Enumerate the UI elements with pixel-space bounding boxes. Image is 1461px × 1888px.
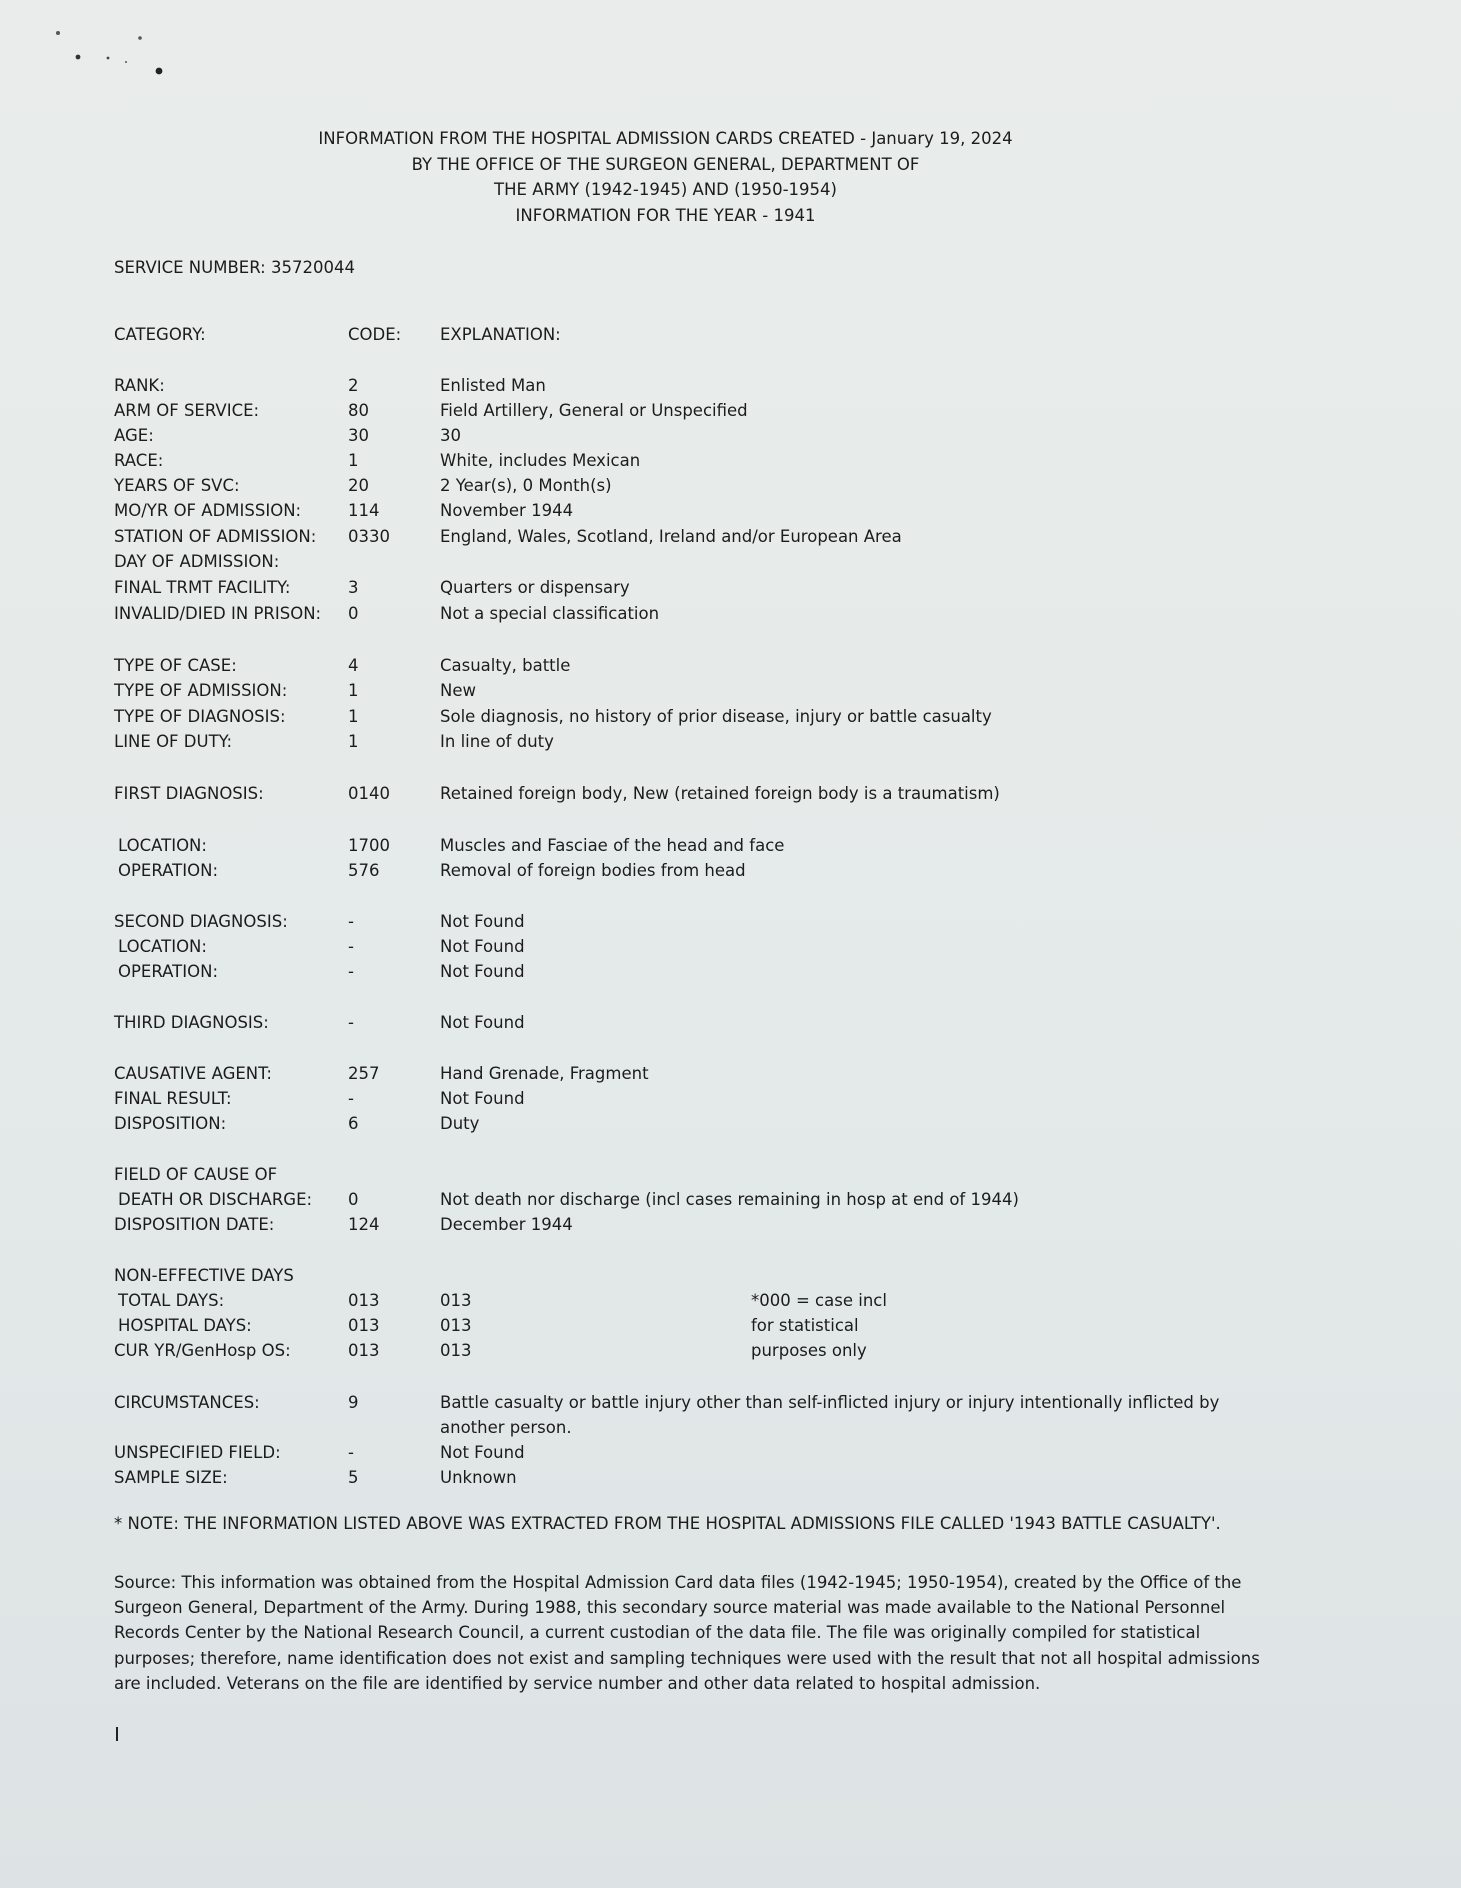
stray-mark [116, 1727, 118, 1741]
row-explanation: Not Found [440, 1089, 525, 1108]
row-code: 20 [348, 476, 369, 495]
row-explanation: Unknown [440, 1468, 517, 1487]
row-category: FIRST DIAGNOSIS: [114, 784, 264, 803]
row-code: 0330 [348, 527, 390, 546]
table-row [0, 1313, 1461, 1338]
row-explanation: Field Artillery, General or Unspecified [440, 401, 748, 420]
table-row [0, 833, 1461, 858]
row-code: 6 [348, 1114, 359, 1133]
row-code: - [348, 912, 354, 931]
header-line-3: THE ARMY (1942-1945) AND (1950-1954) [494, 180, 837, 199]
row-code: 2 [348, 376, 359, 395]
table-row [0, 1187, 1461, 1212]
row-explanation: Removal of foreign bodies from head [440, 861, 746, 880]
row-category: MO/YR OF ADMISSION: [114, 501, 302, 520]
table-row [0, 781, 1461, 806]
row-category: YEARS OF SVC: [114, 476, 240, 495]
row-category: LOCATION: [118, 836, 207, 855]
row-code: - [348, 1443, 354, 1462]
table-row [0, 1010, 1461, 1035]
row-code: 80 [348, 401, 369, 420]
table-row [0, 678, 1461, 703]
row-code: 013 [348, 1341, 380, 1360]
table-row [0, 448, 1461, 473]
column-header-explanation: EXPLANATION: [440, 325, 561, 344]
row-explanation: England, Wales, Scotland, Ireland and/or European Area [440, 527, 902, 546]
source-line-2: Surgeon General, Department of the Army. During 1988, this secondary source material was made available to the National Personnel [114, 1598, 1226, 1618]
row-code: 1700 [348, 836, 390, 855]
table-row [0, 1111, 1461, 1136]
row-category: DISPOSITION DATE: [114, 1215, 275, 1234]
row-code: 1 [348, 732, 359, 751]
row-category: LOCATION: [118, 937, 207, 956]
source-line-4: purposes; therefore, name identification does not exist and sampling techniques were used with the result that not all hospital admissions [114, 1648, 1260, 1668]
row-explanation: Duty [440, 1114, 480, 1133]
row-explanation: New [440, 681, 476, 700]
source-paragraph [114, 1570, 1260, 1696]
row-category: HOSPITAL DAYS: [118, 1316, 252, 1335]
row-category: CUR YR/GenHosp OS: [114, 1341, 291, 1360]
row-code: 114 [348, 501, 380, 520]
row-side-note: purposes only [751, 1341, 867, 1360]
row-code: 5 [348, 1468, 359, 1487]
row-code: 4 [348, 656, 359, 675]
row-category: CAUSATIVE AGENT: [114, 1064, 272, 1083]
table-row [0, 498, 1461, 523]
table-row [0, 934, 1461, 959]
column-header-code: CODE: [348, 325, 402, 344]
row-category: DEATH OR DISCHARGE: [118, 1190, 313, 1209]
row-category: DAY OF ADMISSION: [114, 552, 280, 571]
row-category: TOTAL DAYS: [118, 1291, 225, 1310]
table-row [0, 1086, 1461, 1111]
row-category: RACE: [114, 451, 164, 470]
row-code: - [348, 1013, 354, 1032]
row-explanation: 30 [440, 426, 461, 445]
table-row [0, 704, 1461, 729]
row-category: ARM OF SERVICE: [114, 401, 260, 420]
row-explanation: Not a special classification [440, 604, 660, 623]
row-explanation: Not death nor discharge (incl cases remaining in hosp at end of 1944) [440, 1190, 1019, 1209]
row-category: TYPE OF DIAGNOSIS: [114, 707, 286, 726]
extraction-note: * NOTE: THE INFORMATION LISTED ABOVE WAS EXTRACTED FROM THE HOSPITAL ADMISSIONS FILE CALLED '1943 BATTLE CASUALTY'. [114, 1514, 1221, 1533]
row-side-note: *000 = case incl [751, 1291, 887, 1310]
table-row [0, 549, 1461, 574]
row-explanation: 013 [440, 1291, 472, 1310]
row-category: FINAL TRMT FACILITY: [114, 578, 291, 597]
row-code: - [348, 1089, 354, 1108]
row-explanation: Not Found [440, 1013, 525, 1032]
row-code: 30 [348, 426, 369, 445]
column-header-row [0, 322, 1461, 347]
row-explanation: Hand Grenade, Fragment [440, 1064, 649, 1083]
table-row [0, 423, 1461, 448]
row-explanation: Enlisted Man [440, 376, 546, 395]
row-category: OPERATION: [118, 861, 218, 880]
row-category: SECOND DIAGNOSIS: [114, 912, 288, 931]
table-row [0, 729, 1461, 754]
row-code: 0 [348, 604, 359, 623]
row-code: 1 [348, 681, 359, 700]
row-category: AGE: [114, 426, 154, 445]
row-category: INVALID/DIED IN PRISON: [114, 604, 322, 623]
row-category: FINAL RESULT: [114, 1089, 232, 1108]
table-row [0, 1061, 1461, 1086]
row-code: 013 [348, 1291, 380, 1310]
row-explanation: Not Found [440, 912, 525, 931]
table-row [0, 1440, 1461, 1465]
header-line-1: INFORMATION FROM THE HOSPITAL ADMISSION CARDS CREATED - January 19, 2024 [318, 129, 1013, 148]
row-category: OPERATION: [118, 962, 218, 981]
table-row [0, 575, 1461, 600]
row-category: FIELD OF CAUSE OF [114, 1165, 278, 1184]
header-line-4: INFORMATION FOR THE YEAR - 1941 [515, 205, 816, 225]
row-code: 013 [348, 1316, 380, 1335]
row-category: TYPE OF ADMISSION: [114, 681, 288, 700]
row-explanation: November 1944 [440, 501, 574, 520]
source-line-1: Source: This information was obtained from the Hospital Admission Card data files (1942-1945; 1950-1954), created by the Office of the [114, 1573, 1242, 1592]
table-row [0, 398, 1461, 423]
row-explanation: Not Found [440, 962, 525, 981]
row-explanation: Not Found [440, 937, 525, 956]
table-row [0, 473, 1461, 498]
row-code: 576 [348, 861, 380, 880]
row-category: THIRD DIAGNOSIS: [114, 1013, 269, 1032]
row-code: 124 [348, 1215, 380, 1234]
row-category: UNSPECIFIED FIELD: [114, 1443, 281, 1462]
row-category: STATION OF ADMISSION: [114, 527, 317, 546]
row-side-note: for statistical [751, 1316, 859, 1335]
row-category: CIRCUMSTANCES: [114, 1393, 260, 1412]
row-code: 257 [348, 1064, 380, 1083]
row-code: 1 [348, 451, 359, 470]
header-line-2: BY THE OFFICE OF THE SURGEON GENERAL, DEPARTMENT OF [411, 154, 920, 174]
row-explanation: December 1944 [440, 1215, 573, 1234]
row-explanation-circumstances: Battle casualty or battle injury other than self-inflicted injury or injury intentionally inflicted by another person. [440, 1393, 1220, 1437]
row-category: LINE OF DUTY: [114, 732, 233, 751]
row-code: 9 [348, 1393, 359, 1412]
row-code: 0140 [348, 784, 390, 803]
row-explanation: Casualty, battle [440, 656, 571, 675]
row-explanation: 2 Year(s), 0 Month(s) [440, 476, 612, 495]
table-row [0, 1212, 1461, 1237]
row-explanation: Quarters or dispensary [440, 578, 630, 597]
row-code: 0 [348, 1190, 359, 1209]
table-row [0, 1162, 1461, 1187]
row-explanation: 013 [440, 1341, 472, 1360]
service-number: SERVICE NUMBER: 35720044 [114, 258, 355, 277]
row-category: RANK: [114, 376, 165, 395]
row-code: - [348, 962, 354, 981]
row-code: 1 [348, 707, 359, 726]
table-row [0, 1288, 1461, 1313]
row-category: NON-EFFECTIVE DAYS [114, 1266, 294, 1285]
row-explanation: White, includes Mexican [440, 451, 641, 470]
row-explanation: 013 [440, 1316, 472, 1335]
table-row [0, 858, 1461, 883]
row-explanation: In line of duty [440, 732, 554, 751]
row-category: DISPOSITION: [114, 1114, 227, 1133]
table-row [0, 959, 1461, 984]
row-explanation: Muscles and Fasciae of the head and face [440, 836, 785, 855]
row-code: 3 [348, 578, 359, 597]
row-category: TYPE OF CASE: [114, 656, 237, 675]
column-header-category: CATEGORY: [114, 325, 206, 344]
row-explanation: Retained foreign body, New (retained foreign body is a traumatism) [440, 784, 1000, 803]
table-row [0, 1338, 1461, 1363]
table-row [0, 653, 1461, 678]
table-row [0, 524, 1461, 549]
source-line-3: Records Center by the National Research Council, a current custodian of the data file. The file was originally compiled for statistical [114, 1623, 1201, 1643]
row-category: SAMPLE SIZE: [114, 1468, 228, 1487]
row-explanation: Sole diagnosis, no history of prior disease, injury or battle casualty [440, 707, 992, 726]
table-row [0, 373, 1461, 398]
table-row [0, 909, 1461, 934]
row-explanation: Not Found [440, 1443, 525, 1462]
source-line-5: are included. Veterans on the file are identified by service number and other data related to hospital admission. [114, 1673, 1041, 1693]
table-row [0, 1263, 1461, 1288]
table-row [0, 601, 1461, 626]
table-row [0, 1465, 1461, 1490]
row-code: - [348, 937, 354, 956]
